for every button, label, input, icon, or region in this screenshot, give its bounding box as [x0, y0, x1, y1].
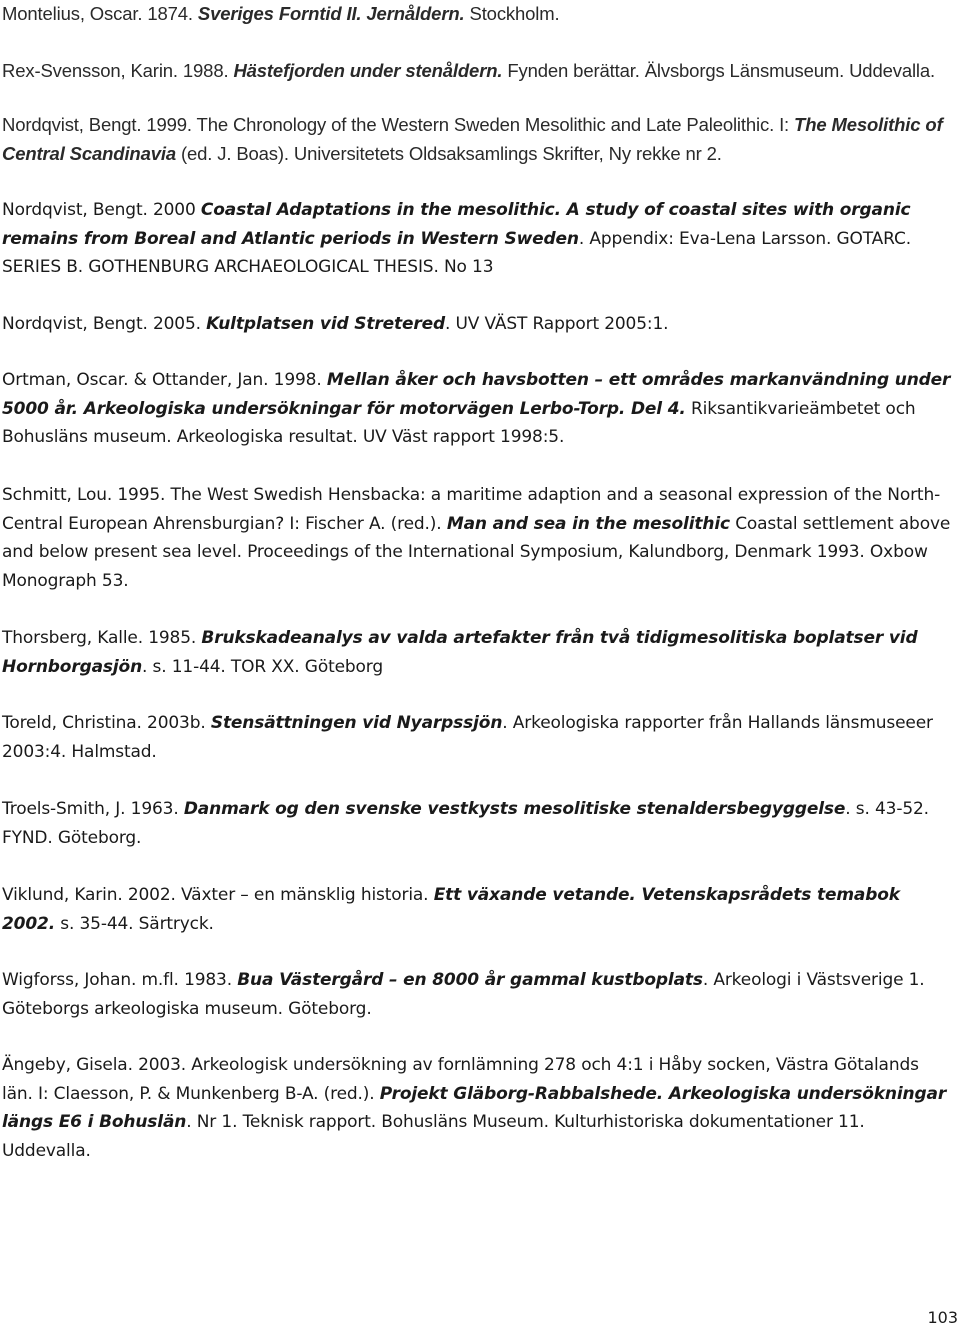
- reference-text: Ortman, Oscar. & Ottander, Jan. 1998.: [2, 370, 327, 390]
- reference-entry: [2, 966, 954, 1023]
- reference-entry: [2, 111, 954, 168]
- reference-title: Coastal Adaptations in the mesolithic. A study of coastal sites with organic remains from Boreal and Atlantic periods in Western Sweden: [2, 200, 911, 249]
- reference-entry: [2, 481, 954, 595]
- reference-text: Viklund, Karin. 2002. Växter – en mänsklig historia.: [2, 885, 434, 905]
- reference-entry: [2, 310, 954, 339]
- reference-title: Projekt Gläborg-Rabbalshede. Arkeologiska undersökningar längs E6 i Bohuslän: [2, 1083, 947, 1133]
- reference-text: s. 35-44. Särtryck.: [55, 913, 214, 934]
- reference-entry: [2, 57, 954, 86]
- reference-text: Troels-Smith, J. 1963.: [2, 799, 184, 819]
- reference-entry: [2, 709, 954, 766]
- reference-title: Stensättningen vid Nyarpssjön: [210, 713, 503, 733]
- reference-title: Kultplatsen vid Stretered: [206, 314, 445, 334]
- reference-title: Ett växande vetande. Vetenskapsrådets temabok 2002.: [2, 885, 900, 934]
- reference-title: Man and sea in the mesolithic: [446, 513, 730, 534]
- reference-text: . s. 11-44. TOR XX. Göteborg: [142, 656, 383, 677]
- reference-title: Hästefjorden under stenåldern.: [233, 60, 503, 81]
- reference-title: Sveriges Forntid II. Jernåldern.: [197, 3, 465, 24]
- reference-title: The Mesolithic of Central Scandinavia: [2, 114, 943, 164]
- reference-title: Danmark og den svenske vestkysts mesolitiske stenaldersbegyggelse: [183, 799, 846, 819]
- reference-text: Coastal settlement above and below present sea level. Proceedings of the International Symposium, Kalundborg, Denmark 1993. Oxbow Monograph 53.: [2, 513, 951, 591]
- page-number: 103: [927, 1308, 958, 1327]
- reference-text: . Nr 1. Teknisk rapport. Bohusläns Museum. Kulturhistoriska dokumentationer 11. Uddevalla.: [2, 1112, 865, 1161]
- reference-text: Montelius, Oscar. 1874.: [2, 3, 198, 24]
- reference-text: . s. 43-52. FYND. Göteborg.: [2, 799, 929, 848]
- reference-text: Toreld, Christina. 2003b.: [2, 713, 211, 733]
- reference-text: Wigforss, Johan. m.fl. 1983.: [2, 970, 238, 990]
- reference-text: Fynden berättar. Älvsborgs Länsmuseum. Uddevalla.: [502, 60, 936, 81]
- reference-text: . Appendix: Eva-Lena Larsson. GOTARC. SERIES B. GOTHENBURG ARCHAEOLOGICAL THESIS. No 13: [2, 228, 911, 278]
- reference-text: Thorsberg, Kalle. 1985.: [2, 628, 202, 648]
- reference-entry: [2, 795, 954, 852]
- reference-text: Nordqvist, Bengt. 2000: [2, 200, 201, 220]
- reference-entry: [2, 881, 954, 938]
- reference-entry: [2, 1051, 954, 1165]
- reference-text: . Arkeologi i Västsverige 1. Göteborgs arkeologiska museum. Göteborg.: [2, 970, 925, 1019]
- reference-text: (ed. J. Boas). Universitetets Oldsaksamlings Skrifter, Ny rekke nr 2.: [176, 142, 722, 164]
- reference-text: . Arkeologiska rapporter från Hallands länsmuseeer 2003:4. Halmstad.: [2, 713, 933, 762]
- reference-entry: [2, 0, 954, 29]
- reference-text: Ängeby, Gisela. 2003. Arkeologisk undersökning av fornlämning 278 och 4:1 i Håby socken, Västra Götalands län. I: Claesson, P. & Munkenberg B-A. (red.).: [2, 1055, 919, 1104]
- reference-text: Nordqvist, Bengt. 1999. The Chronology of the Western Sweden Mesolithic and Late Paleolithic. I:: [2, 114, 795, 135]
- reference-entry: [2, 196, 954, 282]
- reference-text: . UV VÄST Rapport 2005:1.: [444, 314, 669, 334]
- reference-entry: [2, 624, 954, 681]
- reference-entry: [2, 366, 954, 452]
- reference-text: Schmitt, Lou. 1995. The West Swedish Hensbacka: a maritime adaption and a seasonal expression of the North-Central European Ahrensburgian? I: Fischer A. (red.).: [2, 485, 941, 534]
- reference-text: Riksantikvarieämbetet och Bohusläns museum. Arkeologiska resultat. UV Väst rapport 1998:5.: [2, 398, 916, 448]
- reference-text: Rex-Svensson, Karin. 1988.: [2, 60, 234, 81]
- reference-text: Stockholm.: [464, 3, 560, 24]
- reference-title: Mellan åker och havsbotten – ett områdes markanvändning under 5000 år. Arkeologiska undersökningar för motorvägen Lerbo-Torp. Del 4.: [2, 370, 951, 419]
- reference-text: Nordqvist, Bengt. 2005.: [2, 314, 207, 334]
- reference-title: Brukskadeanalys av valda artefakter från två tidigmesolitiska boplatser vid Hornborgasjön: [2, 628, 918, 677]
- reference-title: Bua Västergård – en 8000 år gammal kustboplats: [237, 970, 703, 990]
